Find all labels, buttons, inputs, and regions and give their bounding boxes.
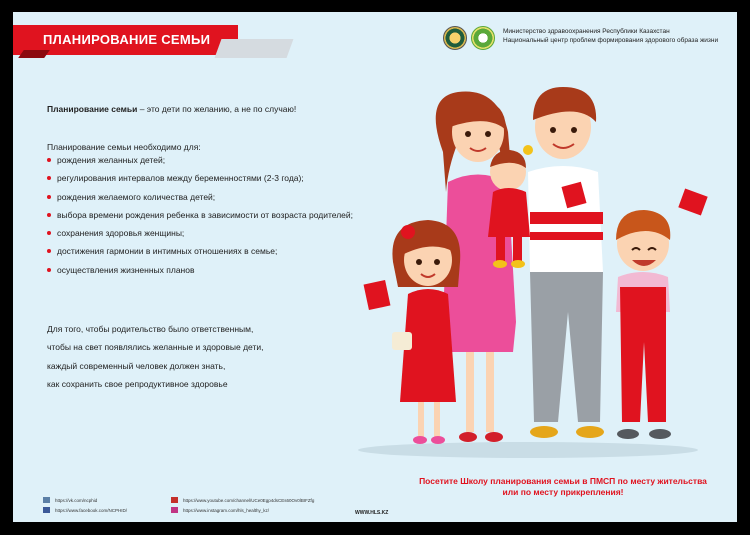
list-item: рождения желаемого количества детей; <box>47 192 353 210</box>
ministry-caption <box>503 27 718 45</box>
ncphid-logo-icon <box>471 26 495 50</box>
visit-line2: или по месту прикрепления! <box>502 487 624 497</box>
facebook-link[interactable]: https://www.facebook.com/NCPHID/ <box>55 508 128 513</box>
list-item: рождения желанных детей; <box>47 155 353 173</box>
ministry-line2: Национальный центр проблем формирования здорового образа жизни <box>503 37 719 44</box>
boy-figure <box>616 188 708 439</box>
intro-text <box>47 104 296 114</box>
intro-rest: – это дети по желанию, а не по случаю! <box>137 104 297 114</box>
list-item: достижения гармонии в интимных отношениях в семье; <box>47 246 353 264</box>
list-item: регулирования интервалов между беременностями (2-3 года); <box>47 173 353 191</box>
youtube-icon <box>171 497 178 503</box>
youtube-link[interactable]: https://www.youtube.com/channel/UCe0Egp4dsCEs60Ov0lBIFZfg <box>183 498 315 503</box>
list-item: осуществления жизненных планов <box>47 265 353 283</box>
ministry-line1: Министерство здравоохранения Республики Казахстан <box>503 28 670 35</box>
facebook-icon <box>43 507 50 513</box>
list-item: сохранения здоровья женщины; <box>47 228 353 246</box>
vk-icon <box>43 497 50 503</box>
father-figure <box>528 87 604 438</box>
instagram-link[interactable]: https://www.instagram.com/hls_healthy_kz/ <box>183 508 270 513</box>
closing-line: как сохранить свое репродуктивное здоровье <box>47 378 228 389</box>
family-illustration <box>348 72 708 467</box>
needed-label: Планирование семьи необходимо для: <box>47 142 201 152</box>
benefits-list <box>47 155 353 283</box>
intro-bold: Планирование семьи <box>47 104 138 114</box>
page-title: ПЛАНИРОВАНИЕ СЕМЬИ <box>43 32 211 47</box>
closing-text <box>47 324 264 397</box>
list-item: выбора времени рождения ребенка в зависимости от возраста родителей; <box>47 210 353 228</box>
vk-link[interactable]: https://vk.com/ncphid <box>55 498 98 503</box>
poster <box>13 12 737 522</box>
ribbon-tail <box>18 50 50 58</box>
kazakhstan-emblem-icon <box>443 26 467 50</box>
visit-school-callout <box>393 476 733 498</box>
visit-line1: Посетите Школу планирования семьи в ПМСП по месту жительства <box>419 476 707 486</box>
closing-line: чтобы на свет появлялись желанные и здоровые дети, <box>47 342 264 353</box>
website-link[interactable]: WWW.HLS.KZ <box>355 510 389 516</box>
girl-figure <box>364 220 461 444</box>
closing-line: каждый современный человек должен знать, <box>47 360 226 371</box>
instagram-icon <box>171 507 178 513</box>
ribbon-accent <box>215 39 294 58</box>
closing-line: Для того, чтобы родительство было ответственным, <box>47 324 254 334</box>
